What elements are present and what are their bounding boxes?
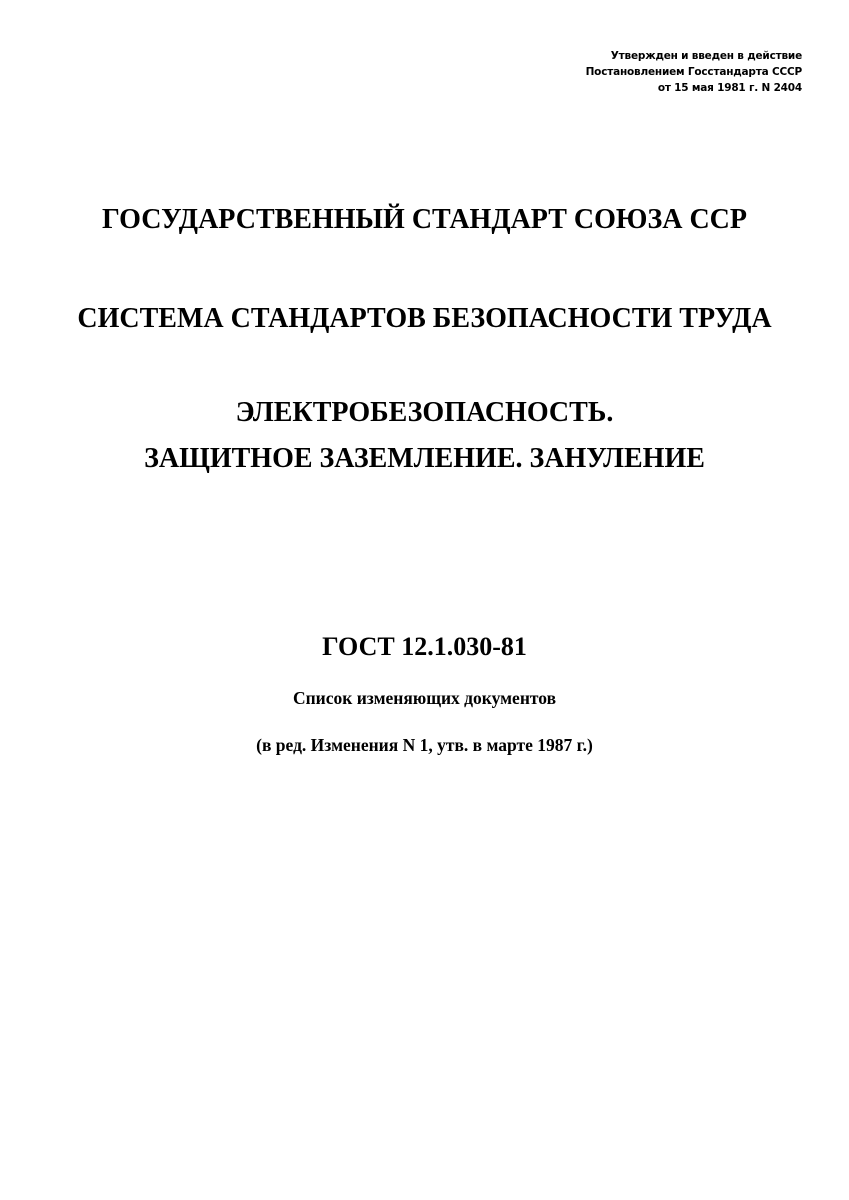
system-title: СИСТЕМА СТАНДАРТОВ БЕЗОПАСНОСТИ ТРУДА [77,303,772,334]
approval-line: Постановлением Госстандарта СССР [585,66,802,78]
revision-note: (в ред. Изменения N 1, утв. в марте 1987 г.) [256,735,593,755]
approval-note [586,48,802,96]
subject-title-line-2: ЗАЩИТНОЕ ЗАЗЕМЛЕНИЕ. ЗАНУЛЕНИЕ [144,443,705,474]
subject-title-line-1: ЭЛЕКТРОБЕЗОПАСНОСТЬ. [235,397,614,428]
approval-date-line: от 15 мая 1981 г. N 2404 [657,82,802,94]
changes-list-heading: Список изменяющих документов [292,688,557,708]
approval-line: Утвержден и введен в действие [610,50,802,62]
state-standard-title: ГОСУДАРСТВЕННЫЙ СТАНДАРТ СОЮЗА ССР [102,204,747,235]
gost-designation: ГОСТ 12.1.030-81 [322,632,527,661]
